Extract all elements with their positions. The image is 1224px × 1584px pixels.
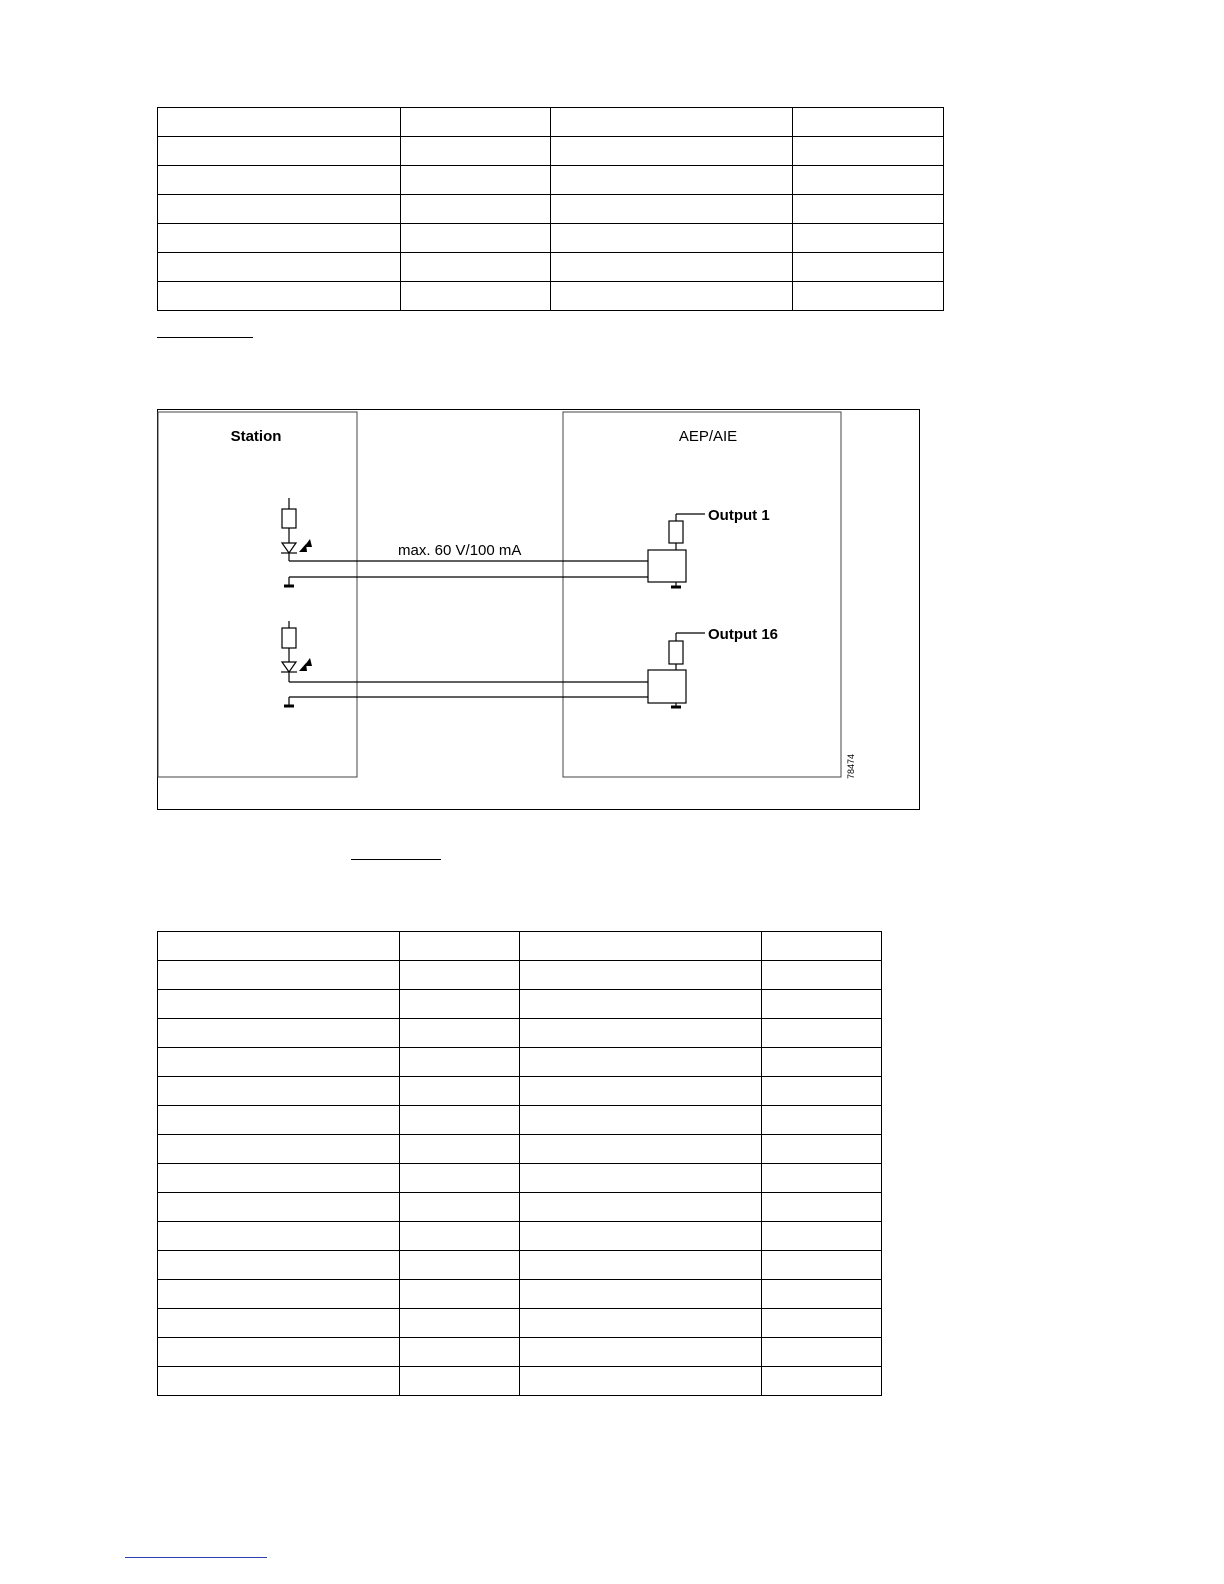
table-top-body <box>158 108 944 311</box>
table-row <box>158 1048 882 1077</box>
table-cell <box>520 1106 762 1135</box>
table-row <box>158 1251 882 1280</box>
table-cell <box>400 1251 520 1280</box>
table-cell <box>762 1309 882 1338</box>
table-row <box>158 1309 882 1338</box>
table-row <box>158 1106 882 1135</box>
table-cell <box>551 166 793 195</box>
table-cell <box>520 932 762 961</box>
table-cell <box>520 1338 762 1367</box>
table-cell <box>158 1164 400 1193</box>
table-cell <box>400 1106 520 1135</box>
table-cell <box>762 932 882 961</box>
table-row <box>158 1193 882 1222</box>
output-16-label: Output 16 <box>708 626 778 643</box>
table-cell <box>762 1019 882 1048</box>
table-cell <box>401 282 551 311</box>
table-row <box>158 1338 882 1367</box>
table-cell <box>158 1106 400 1135</box>
table-cell <box>158 1193 400 1222</box>
table-cell <box>520 1019 762 1048</box>
table-cell <box>158 932 400 961</box>
table-cell <box>158 1019 400 1048</box>
table-cell <box>400 1367 520 1396</box>
table-cell <box>762 1222 882 1251</box>
table-cell <box>520 1222 762 1251</box>
table-cell <box>158 224 401 253</box>
table-cell <box>793 224 944 253</box>
table-cell <box>551 253 793 282</box>
table-cell <box>762 1164 882 1193</box>
table-cell <box>401 195 551 224</box>
table-cell <box>520 1251 762 1280</box>
table-cell <box>401 108 551 137</box>
table-cell <box>520 1193 762 1222</box>
table-cell <box>400 1048 520 1077</box>
table-row <box>158 108 944 137</box>
table-cell <box>401 224 551 253</box>
table-cell <box>793 195 944 224</box>
table-row <box>158 1280 882 1309</box>
table-cell <box>400 1164 520 1193</box>
station-label: Station <box>230 428 282 445</box>
table-cell <box>158 108 401 137</box>
table-cell <box>551 137 793 166</box>
aep-aie-label: AEP/AIE <box>678 428 738 445</box>
table-cell <box>400 1135 520 1164</box>
table-cell <box>158 1367 400 1396</box>
table-cell <box>401 166 551 195</box>
table-row <box>158 961 882 990</box>
table-row <box>158 282 944 311</box>
table-cell <box>762 961 882 990</box>
table-cell <box>158 1280 400 1309</box>
table-cell <box>793 282 944 311</box>
table-cell <box>551 195 793 224</box>
table-cell <box>762 1077 882 1106</box>
table-cell <box>762 1193 882 1222</box>
diagram-frame <box>158 410 920 810</box>
table-row <box>158 1222 882 1251</box>
table-cell <box>520 1077 762 1106</box>
table-cell <box>793 108 944 137</box>
table-cell <box>400 1280 520 1309</box>
table-cell <box>400 1019 520 1048</box>
table-cell <box>551 282 793 311</box>
table-cell <box>400 1222 520 1251</box>
table-row <box>158 224 944 253</box>
table-cell <box>158 137 401 166</box>
table-cell <box>520 990 762 1019</box>
table-cell <box>520 1164 762 1193</box>
output-1-label: Output 1 <box>708 507 770 524</box>
table-cell <box>401 253 551 282</box>
table-cell <box>551 108 793 137</box>
table-row <box>158 1019 882 1048</box>
footer-link-underline[interactable] <box>125 1557 267 1558</box>
table-cell <box>520 1135 762 1164</box>
table-cell <box>520 961 762 990</box>
table-cell <box>520 1280 762 1309</box>
table-cell <box>520 1048 762 1077</box>
table-row <box>158 1135 882 1164</box>
table-cell <box>762 1338 882 1367</box>
table-cell <box>793 253 944 282</box>
table-row <box>158 1367 882 1396</box>
table-cell <box>520 1367 762 1396</box>
table-cell <box>158 1048 400 1077</box>
table-bottom <box>157 931 882 1396</box>
table-cell <box>401 137 551 166</box>
table-cell <box>400 1193 520 1222</box>
table-bottom-body <box>158 932 882 1396</box>
table-cell <box>158 990 400 1019</box>
table-cell <box>158 253 401 282</box>
table-cell <box>793 137 944 166</box>
table-row <box>158 137 944 166</box>
table-cell <box>158 1077 400 1106</box>
table-cell <box>158 1338 400 1367</box>
table-cell <box>400 1309 520 1338</box>
table-top <box>157 107 944 311</box>
table-cell <box>400 932 520 961</box>
line-rating-label: max. 60 V/100 mA <box>398 542 522 559</box>
table-row <box>158 166 944 195</box>
table-cell <box>520 1309 762 1338</box>
table-cell <box>762 1106 882 1135</box>
table-cell <box>762 1135 882 1164</box>
figure-code: 78474 <box>846 753 856 779</box>
table-cell <box>158 1309 400 1338</box>
table-cell <box>158 282 401 311</box>
table-cell <box>762 1367 882 1396</box>
table-cell <box>158 166 401 195</box>
table-cell <box>158 961 400 990</box>
caption-underline-figure <box>351 859 441 860</box>
wiring-diagram <box>157 409 921 811</box>
table-row <box>158 195 944 224</box>
table-row <box>158 990 882 1019</box>
table-cell <box>793 166 944 195</box>
table-cell <box>762 1280 882 1309</box>
table-cell <box>158 1251 400 1280</box>
table-cell <box>400 1338 520 1367</box>
table-cell <box>400 961 520 990</box>
table-row <box>158 1077 882 1106</box>
table-cell <box>762 1251 882 1280</box>
table-row <box>158 253 944 282</box>
table-cell <box>762 990 882 1019</box>
table-cell <box>158 195 401 224</box>
table-row <box>158 932 882 961</box>
table-cell <box>400 1077 520 1106</box>
table-cell <box>400 990 520 1019</box>
table-cell <box>158 1222 400 1251</box>
table-cell <box>158 1135 400 1164</box>
table-cell <box>762 1048 882 1077</box>
table-cell <box>551 224 793 253</box>
table-row <box>158 1164 882 1193</box>
caption-underline-top <box>157 337 253 338</box>
